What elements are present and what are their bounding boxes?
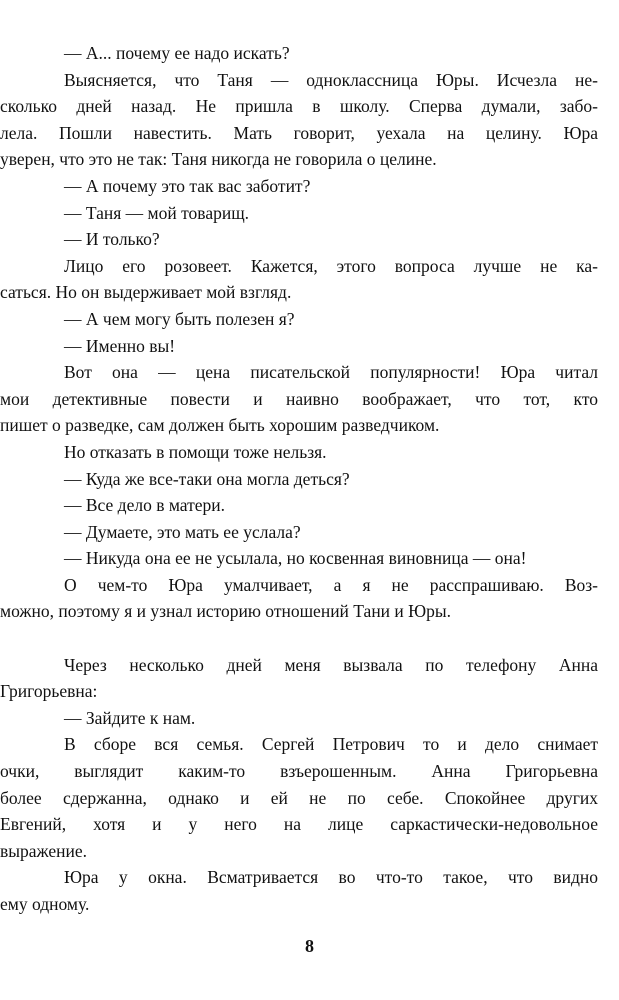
text-line: лела. Пошли навестить. Мать говорит, уехала на целину. Юра xyxy=(0,122,598,143)
text-line: пишет о разведке, сам должен быть хорошим разведчиком. xyxy=(0,415,440,436)
text-line: можно, поэтому я и узнал историю отношений Тани и Юры. xyxy=(0,601,452,622)
text-line: Но отказать в помощи тоже нельзя. xyxy=(64,441,327,462)
text-line: О чем-то Юра умалчивает, а я не расспрашиваю. Воз- xyxy=(64,574,598,595)
text-line: выражение. xyxy=(0,840,88,861)
text-line: — А почему это так вас заботит? xyxy=(64,175,311,196)
text-line: — Зайдите к нам. xyxy=(64,707,196,728)
text-line: В сборе вся семья. Сергей Петрович то и дело снимает xyxy=(64,734,598,755)
text-line: — Куда же все-таки она могла деться? xyxy=(64,468,350,489)
text-line: более сдержанна, однако и ей не по себе. Спокойнее других xyxy=(0,787,598,808)
text-line: саться. Но он выдерживает мой взгляд. xyxy=(0,282,292,303)
text-line: — Никуда она ее не усылала, но косвенная виновница — она! xyxy=(64,548,527,569)
text-line: — А чем могу быть полезен я? xyxy=(64,308,295,329)
text-line: — И только? xyxy=(64,229,160,250)
text-line: Выясняется, что Таня — одноклассница Юры. Исчезла не- xyxy=(64,69,598,90)
text-line: Лицо его розовеет. Кажется, этого вопроса лучше не ка- xyxy=(64,255,598,276)
book-page-text xyxy=(0,40,598,918)
text-line: уверен, что это не так: Таня никогда не говорила о целине. xyxy=(0,149,437,170)
text-line: Юра у окна. Всматривается во что-то такое, что видно xyxy=(64,867,598,888)
text-line: очки, выглядит каким-то взъерошенным. Анна Григорьевна xyxy=(0,761,598,782)
text-line: ему одному. xyxy=(0,894,90,914)
text-line: — Все дело в матери. xyxy=(64,495,226,516)
text-line: мои детективные повести и наивно воображает, что тот, кто xyxy=(0,388,598,409)
text-line: сколько дней назад. Не пришла в школу. Сперва думали, забо- xyxy=(0,96,598,117)
text-line: — Думаете, это мать ее услала? xyxy=(64,521,301,542)
text-line: Евгений, хотя и у него на лице саркастически-недовольное xyxy=(0,814,598,835)
text-line: Вот она — цена писательской популярности! Юра читал xyxy=(64,362,598,383)
text-line: Григорьевна: xyxy=(0,681,98,702)
text-line: — Именно вы! xyxy=(64,335,176,356)
paragraph-gap xyxy=(64,625,598,652)
page-number: 8 xyxy=(305,936,314,956)
text-line: — А... почему ее надо искать? xyxy=(64,43,290,63)
text-line: Через несколько дней меня вызвала по телефону Анна xyxy=(64,654,598,675)
text-line: — Таня — мой товарищ. xyxy=(64,202,250,223)
